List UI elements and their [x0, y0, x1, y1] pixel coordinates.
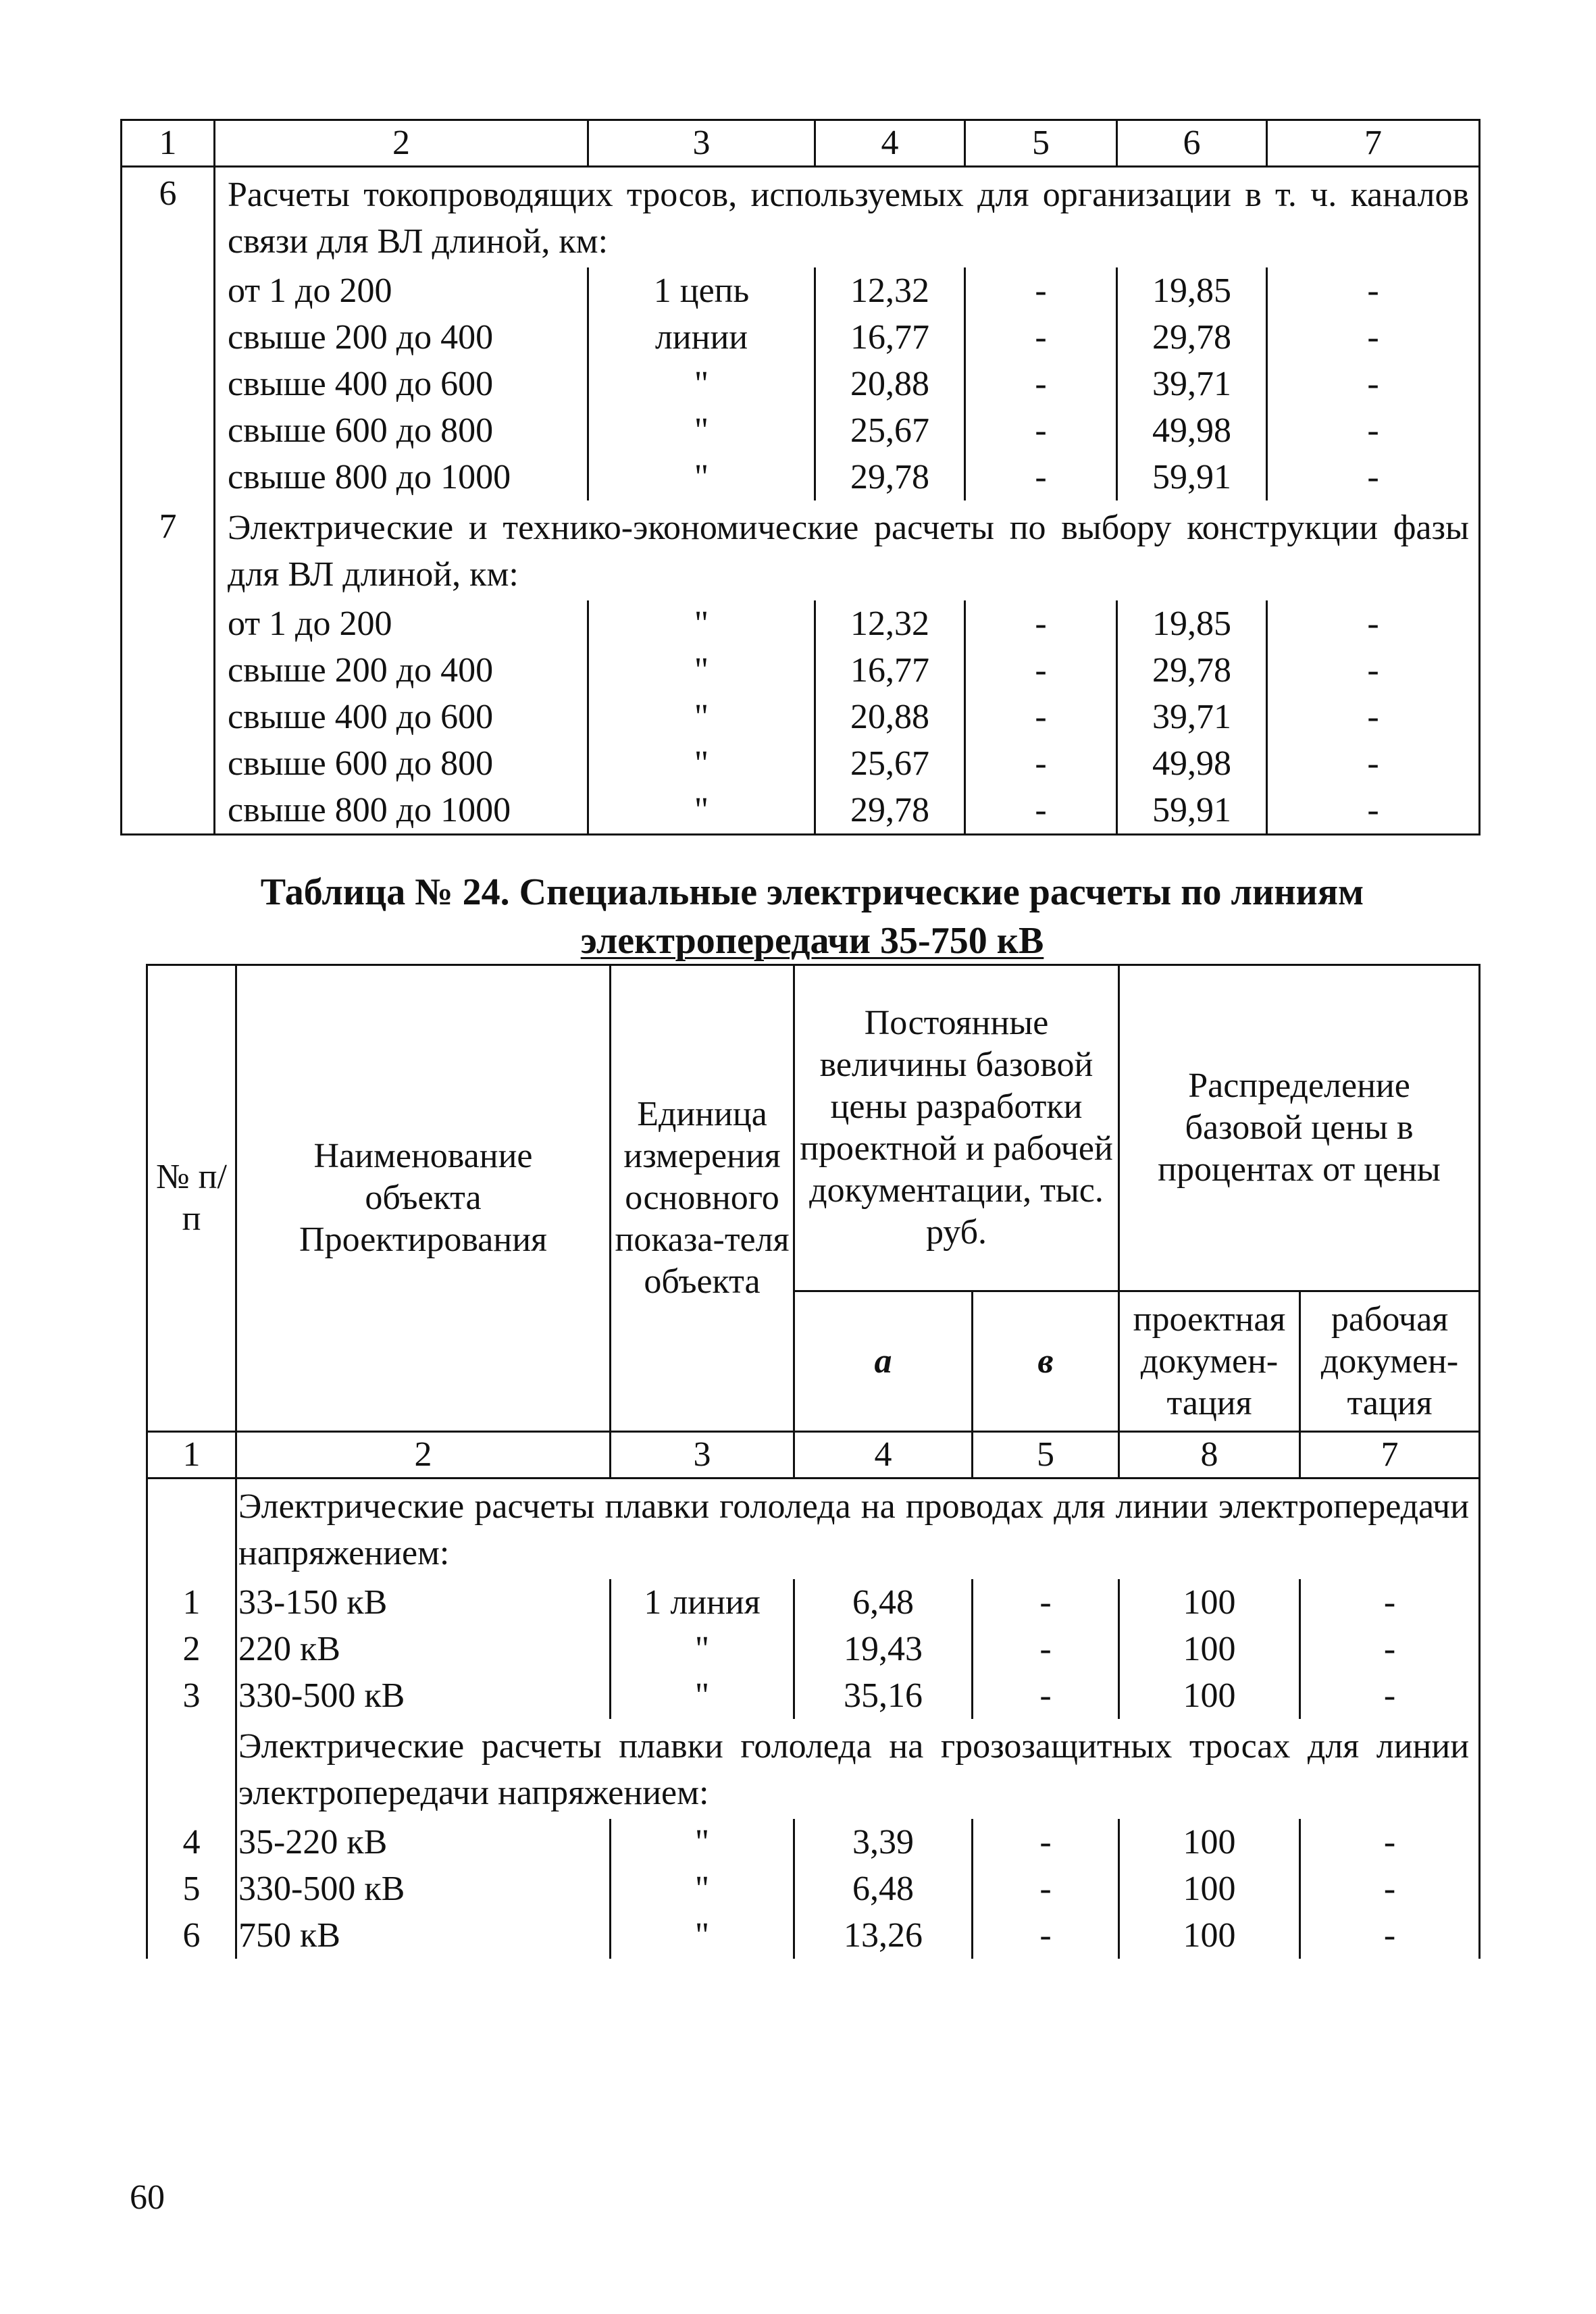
header-base-price: Постоянные величины базовой цены разработки проектной и рабочей документации, тыс. руб.: [794, 965, 1119, 1291]
value-project: 49,98: [1117, 740, 1267, 787]
value-b: -: [973, 1866, 1119, 1912]
unit: ": [588, 600, 815, 647]
value-project: 100: [1119, 1626, 1300, 1672]
row-number: 4: [147, 1819, 236, 1866]
value-b: -: [965, 407, 1117, 454]
value-project: 49,98: [1117, 407, 1267, 454]
table-continuation: [120, 119, 1481, 835]
value-a: 25,67: [815, 740, 965, 787]
table-row: [147, 1866, 1480, 1912]
unit: ": [611, 1866, 794, 1912]
value-work: -: [1267, 314, 1480, 361]
table-row: [147, 1579, 1480, 1626]
header-unit: Единица измерения основного показа-теля объекта: [611, 965, 794, 1432]
row-number: 6: [122, 167, 215, 501]
empty-cell: [147, 1719, 236, 1819]
value-project: 19,85: [1117, 600, 1267, 647]
group-heading-row: [147, 1719, 1480, 1819]
group-heading-row: [122, 167, 1480, 268]
col-number-cell: 6: [1117, 120, 1267, 167]
object-name: 220 кВ: [236, 1626, 611, 1672]
value-project: 100: [1119, 1912, 1300, 1959]
value-a: 16,77: [815, 314, 965, 361]
value-a: 12,32: [815, 267, 965, 314]
value-project: 39,71: [1117, 694, 1267, 740]
col-number-cell: 5: [965, 120, 1117, 167]
value-b: -: [965, 314, 1117, 361]
unit: ": [588, 454, 815, 500]
value-b: -: [965, 267, 1117, 314]
value-a: 20,88: [815, 361, 965, 407]
caption-line: Таблица № 24. Специальные электрические расчеты по линиям: [260, 871, 1364, 913]
value-a: 3,39: [794, 1819, 973, 1866]
header-row: [147, 965, 1480, 1291]
object-name: свыше 400 до 600: [215, 361, 588, 407]
table-row: [122, 647, 1480, 694]
header-work-docs: рабочая докумен-тация: [1300, 1291, 1480, 1432]
value-b: -: [973, 1626, 1119, 1672]
value-project: 59,91: [1117, 787, 1267, 835]
row-number: 7: [122, 500, 215, 835]
col-number-cell: 7: [1267, 120, 1480, 167]
unit: ": [611, 1819, 794, 1866]
object-name: свыше 800 до 1000: [215, 787, 588, 835]
object-name: свыше 600 до 800: [215, 407, 588, 454]
value-work: -: [1267, 647, 1480, 694]
caption-line: электропередачи 35-750 кВ: [580, 920, 1044, 962]
object-name: 750 кВ: [236, 1912, 611, 1959]
unit: ": [611, 1626, 794, 1672]
column-number-row: [147, 1432, 1480, 1479]
value-b: -: [973, 1579, 1119, 1626]
row-number: 6: [147, 1912, 236, 1959]
object-name: 330-500 кВ: [236, 1672, 611, 1719]
value-project: 19,85: [1117, 267, 1267, 314]
object-name: 330-500 кВ: [236, 1866, 611, 1912]
table-24: [146, 964, 1481, 1959]
value-project: 29,78: [1117, 647, 1267, 694]
unit: 1 линия: [611, 1579, 794, 1626]
header-a: а: [794, 1291, 973, 1432]
col-number-cell: 1: [147, 1432, 236, 1479]
group-heading-row: [122, 500, 1480, 600]
unit: ": [588, 740, 815, 787]
col-number-cell: 2: [236, 1432, 611, 1479]
object-name: 35-220 кВ: [236, 1819, 611, 1866]
object-name: свыше 600 до 800: [215, 740, 588, 787]
value-b: -: [973, 1912, 1119, 1959]
object-name: 33-150 кВ: [236, 1579, 611, 1626]
header-project-docs: проектная докумен-тация: [1119, 1291, 1300, 1432]
page-number: 60: [130, 2178, 165, 2217]
value-b: -: [973, 1819, 1119, 1866]
group-heading: Расчеты токопроводящих тросов, используемых для организации в т. ч. каналов связи для ВЛ длиной, км:: [215, 167, 1480, 268]
col-number-cell: 2: [215, 120, 588, 167]
value-a: 16,77: [815, 647, 965, 694]
value-a: 25,67: [815, 407, 965, 454]
row-number: 5: [147, 1866, 236, 1912]
value-a: 19,43: [794, 1626, 973, 1672]
value-a: 20,88: [815, 694, 965, 740]
table-caption: [146, 868, 1478, 965]
value-b: -: [965, 647, 1117, 694]
table-row: [122, 454, 1480, 500]
col-number-cell: 4: [815, 120, 965, 167]
value-b: -: [965, 740, 1117, 787]
table-row: [122, 694, 1480, 740]
object-name: от 1 до 200: [215, 600, 588, 647]
group-heading: Электрические расчеты плавки гололеда на проводах для линии электропередачи напряжением:: [236, 1479, 1480, 1580]
value-work: -: [1267, 600, 1480, 647]
value-work: -: [1267, 361, 1480, 407]
value-project: 100: [1119, 1672, 1300, 1719]
value-work: -: [1267, 267, 1480, 314]
value-work: -: [1267, 407, 1480, 454]
value-work: -: [1267, 454, 1480, 500]
value-project: 59,91: [1117, 454, 1267, 500]
col-number-cell: 7: [1300, 1432, 1480, 1479]
value-project: 100: [1119, 1819, 1300, 1866]
value-a: 13,26: [794, 1912, 973, 1959]
col-number-cell: 3: [588, 120, 815, 167]
value-work: -: [1300, 1866, 1480, 1912]
table-row: [147, 1626, 1480, 1672]
value-a: 35,16: [794, 1672, 973, 1719]
unit: ": [611, 1912, 794, 1959]
unit: линии: [588, 314, 815, 361]
value-a: 6,48: [794, 1579, 973, 1626]
table-row: [147, 1819, 1480, 1866]
table-row: [147, 1672, 1480, 1719]
header-b: в: [973, 1291, 1119, 1432]
table-row: [122, 267, 1480, 314]
value-work: -: [1267, 740, 1480, 787]
value-a: 29,78: [815, 787, 965, 835]
row-number: 3: [147, 1672, 236, 1719]
value-b: -: [965, 600, 1117, 647]
table-row: [147, 1912, 1480, 1959]
table-row: [122, 314, 1480, 361]
empty-cell: [147, 1479, 236, 1580]
table-row: [122, 787, 1480, 835]
object-name: свыше 800 до 1000: [215, 454, 588, 500]
value-b: -: [965, 361, 1117, 407]
row-number: 1: [147, 1579, 236, 1626]
header-distribution: Распределение базовой цены в процентах от цены: [1119, 965, 1480, 1291]
value-b: -: [973, 1672, 1119, 1719]
group-heading: Электрические и технико-экономические расчеты по выбору конструкции фазы для ВЛ длиной, км:: [215, 500, 1480, 600]
unit: ": [588, 407, 815, 454]
unit: ": [611, 1672, 794, 1719]
unit: ": [588, 361, 815, 407]
value-project: 29,78: [1117, 314, 1267, 361]
unit: ": [588, 787, 815, 835]
group-heading-row: [147, 1479, 1480, 1580]
value-b: -: [965, 454, 1117, 500]
unit: 1 цепь: [588, 267, 815, 314]
value-work: -: [1300, 1626, 1480, 1672]
object-name: свыше 400 до 600: [215, 694, 588, 740]
value-project: 100: [1119, 1866, 1300, 1912]
object-name: свыше 200 до 400: [215, 647, 588, 694]
unit: ": [588, 694, 815, 740]
col-number-cell: 4: [794, 1432, 973, 1479]
value-project: 39,71: [1117, 361, 1267, 407]
value-work: -: [1300, 1912, 1480, 1959]
header-num: № п/п: [147, 965, 236, 1432]
col-number-cell: 8: [1119, 1432, 1300, 1479]
value-work: -: [1300, 1672, 1480, 1719]
table-row: [122, 407, 1480, 454]
value-b: -: [965, 694, 1117, 740]
value-work: -: [1300, 1579, 1480, 1626]
header-name: Наименование объекта Проектирования: [236, 965, 611, 1432]
object-name: свыше 200 до 400: [215, 314, 588, 361]
value-a: 6,48: [794, 1866, 973, 1912]
row-number: 2: [147, 1626, 236, 1672]
unit: ": [588, 647, 815, 694]
value-a: 12,32: [815, 600, 965, 647]
value-a: 29,78: [815, 454, 965, 500]
table-row: [122, 361, 1480, 407]
value-work: -: [1300, 1819, 1480, 1866]
col-number-cell: 5: [973, 1432, 1119, 1479]
col-number-cell: 1: [122, 120, 215, 167]
table-row: [122, 740, 1480, 787]
table-row: [122, 600, 1480, 647]
value-work: -: [1267, 787, 1480, 835]
value-b: -: [965, 787, 1117, 835]
col-number-cell: 3: [611, 1432, 794, 1479]
object-name: от 1 до 200: [215, 267, 588, 314]
group-heading: Электрические расчеты плавки гололеда на грозозащитных тросах для линии электропередачи напряжением:: [236, 1719, 1480, 1819]
value-project: 100: [1119, 1579, 1300, 1626]
column-number-row: [122, 120, 1480, 167]
value-work: -: [1267, 694, 1480, 740]
